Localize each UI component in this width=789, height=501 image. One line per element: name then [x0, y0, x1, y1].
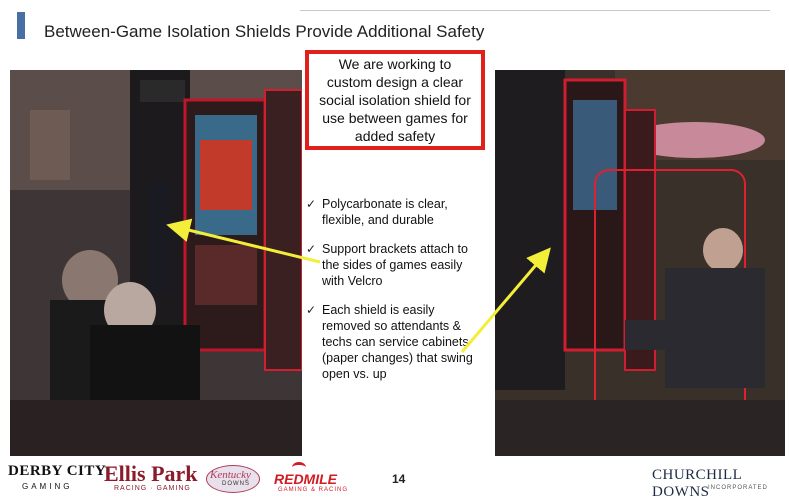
churchill-downs-logo: CHURCHILL DOWNS [652, 467, 742, 500]
list-item-text: Each shield is easily removed so attendants & techs can service cabinets (paper changes) that swing open vs. up [322, 303, 473, 381]
check-icon: ✓ [306, 303, 317, 317]
derby-city-logo-sub: GAMING [22, 482, 73, 491]
kentucky-downs-logo-sub: DOWNS [222, 481, 250, 487]
ellis-park-logo-sub: RACING · GAMING [114, 485, 191, 492]
ellis-park-logo: Ellis Park [104, 461, 198, 486]
kentucky-downs-logo: Kentucky [210, 469, 251, 481]
callout-text: We are working to custom design a clear social isolation shield for use between games for added safety [319, 56, 471, 144]
check-icon: ✓ [306, 197, 317, 211]
churchill-downs-logo-sub: INCORPORATED [708, 485, 768, 491]
arrow-to-right-shield [462, 252, 547, 352]
slide-title: Between-Game Isolation Shields Provide Additional Safety [44, 22, 485, 41]
list-item-text: Polycarbonate is clear, flexible, and durable [322, 197, 448, 227]
redmile-logo: REDMILE [274, 471, 337, 487]
list-item-text: Support brackets attach to the sides of games easily with Velcro [322, 242, 468, 288]
arrow-to-left-shield [172, 226, 320, 262]
derby-city-logo: DERBY CITY [8, 463, 107, 479]
redmile-logo-sub: GAMING & RACING [278, 487, 349, 493]
check-icon: ✓ [306, 242, 317, 256]
page-number: 14 [392, 472, 406, 486]
